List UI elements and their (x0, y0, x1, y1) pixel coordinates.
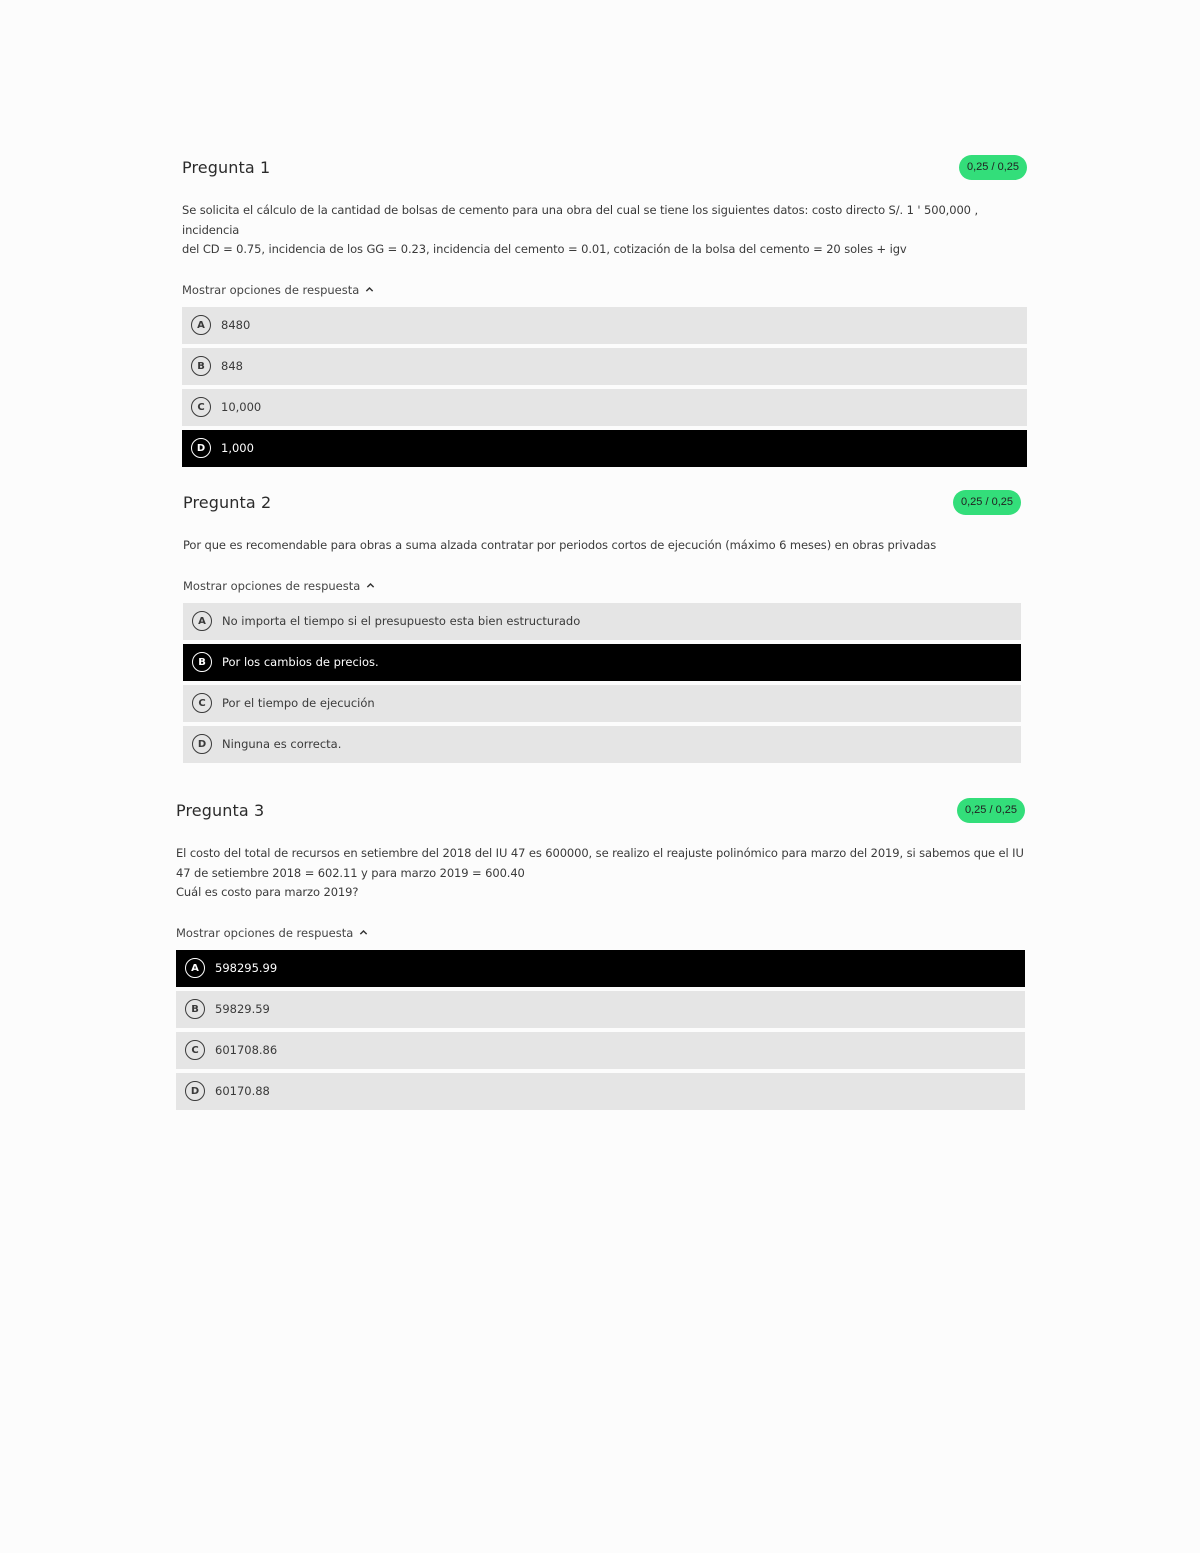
option-letter: D (185, 1081, 205, 1101)
answer-option-c[interactable] (182, 389, 1027, 426)
option-letter: C (185, 1040, 205, 1060)
answer-options (183, 603, 1021, 763)
option-text: Por los cambios de precios. (222, 655, 379, 669)
question-header (183, 490, 1021, 516)
option-text: 848 (221, 359, 243, 373)
question-text (176, 844, 1025, 903)
answer-options (182, 307, 1027, 467)
option-letter: D (191, 438, 211, 458)
answer-option-d[interactable] (183, 726, 1021, 763)
question-3 (176, 798, 1025, 1110)
question-text-line: 47 de setiembre 2018 = 602.11 y para marzo 2019 = 600.40 (176, 865, 525, 880)
option-letter: A (192, 611, 212, 631)
question-text-line: El costo del total de recursos en setiembre del 2018 del IU 47 es 600000, se realizo el reajuste polinómico para marzo del 2019, si sabemos que el IU (176, 846, 1024, 860)
answer-option-c[interactable] (183, 685, 1021, 722)
score-badge: 0,25 / 0,25 (957, 798, 1025, 823)
show-options-toggle[interactable] (183, 578, 1021, 594)
option-text: 8480 (221, 318, 251, 332)
answer-option-d[interactable] (176, 1073, 1025, 1110)
question-text-line: Por que es recomendable para obras a suma alzada contratar por periodos cortos de ejecución (máximo 6 meses) en obras privadas (183, 538, 937, 552)
question-text (183, 536, 1021, 556)
answer-option-a[interactable] (183, 603, 1021, 640)
show-options-toggle[interactable] (182, 282, 1027, 298)
answer-option-b[interactable] (183, 644, 1021, 681)
option-letter: D (192, 734, 212, 754)
question-text-line: Cuál es costo para marzo 2019? (176, 885, 359, 899)
question-title: Pregunta 1 (182, 158, 271, 177)
question-2 (183, 490, 1021, 763)
answer-option-a[interactable] (176, 950, 1025, 987)
option-letter: B (192, 652, 212, 672)
option-text: 601708.86 (215, 1043, 278, 1057)
answer-options (176, 950, 1025, 1110)
option-letter: C (191, 397, 211, 417)
option-text: No importa el tiempo si el presupuesto esta bien estructurado (222, 614, 581, 628)
option-text: 10,000 (221, 400, 262, 414)
toggle-label: Mostrar opciones de respuesta (182, 282, 360, 297)
option-text: 60170.88 (215, 1084, 270, 1098)
option-letter: B (191, 356, 211, 376)
answer-option-b[interactable] (176, 991, 1025, 1028)
option-letter: B (185, 999, 205, 1019)
option-letter: C (192, 693, 212, 713)
question-title: Pregunta 2 (183, 493, 272, 512)
option-letter: A (185, 958, 205, 978)
answer-option-b[interactable] (182, 348, 1027, 385)
chevron-up-icon (365, 285, 374, 294)
chevron-up-icon (359, 928, 368, 937)
toggle-label: Mostrar opciones de respuesta (176, 925, 354, 940)
question-1 (182, 155, 1027, 467)
toggle-label: Mostrar opciones de respuesta (183, 578, 361, 593)
question-text-line: del CD = 0.75, incidencia de los GG = 0.23, incidencia del cemento = 0.01, cotización de la bolsa del cemento = 20 soles + igv (182, 242, 907, 256)
question-text-line: Se solicita el cálculo de la cantidad de bolsas de cemento para una obra del cual se tiene los siguientes datos: costo directo S/. 1 ' 500,000 , incidencia (182, 203, 978, 237)
show-options-toggle[interactable] (176, 925, 1025, 941)
score-badge: 0,25 / 0,25 (959, 155, 1027, 180)
answer-option-d[interactable] (182, 430, 1027, 467)
option-text: Por el tiempo de ejecución (222, 696, 375, 710)
answer-option-a[interactable] (182, 307, 1027, 344)
option-text: 59829.59 (215, 1002, 270, 1016)
option-text: 598295.99 (215, 961, 278, 975)
question-header (182, 155, 1027, 181)
option-text: Ninguna es correcta. (222, 737, 342, 751)
chevron-up-icon (366, 581, 375, 590)
option-text: 1,000 (221, 441, 254, 455)
question-header (176, 798, 1025, 824)
score-badge: 0,25 / 0,25 (953, 490, 1021, 515)
option-letter: A (191, 315, 211, 335)
question-title: Pregunta 3 (176, 801, 265, 820)
answer-option-c[interactable] (176, 1032, 1025, 1069)
question-text (182, 201, 1027, 260)
